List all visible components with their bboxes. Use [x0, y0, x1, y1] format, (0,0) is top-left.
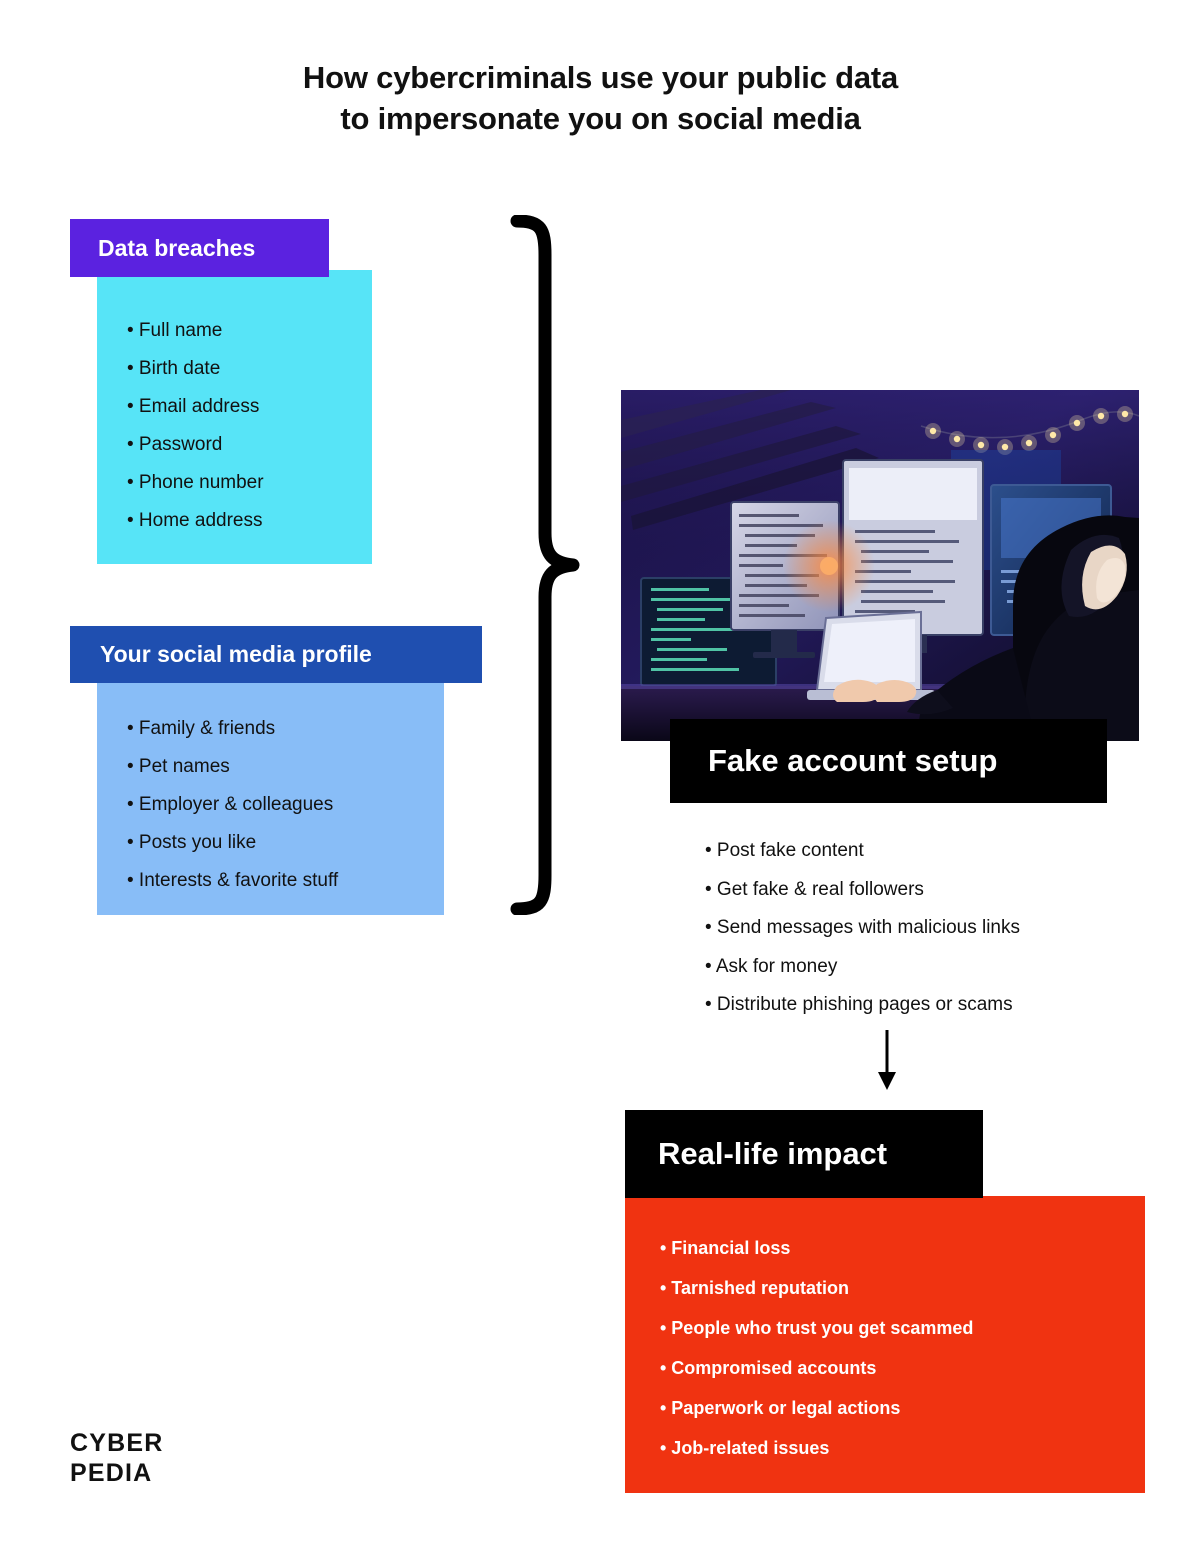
list-item: • Employer & colleagues [127, 794, 334, 815]
impact-list [660, 1228, 1130, 1468]
list-item: • Email address [127, 396, 260, 417]
fake-account-heading: Fake account setup [670, 719, 1107, 803]
list-item: • Posts you like [127, 832, 257, 853]
data-breaches-list [127, 312, 387, 540]
page-title-line-2: to impersonate you on social media [340, 100, 861, 136]
list-item: • Home address [127, 510, 263, 531]
down-arrow-icon [862, 1030, 912, 1092]
list-item: • Phone number [127, 472, 264, 493]
logo-line-2: PEDIA [70, 1459, 153, 1487]
list-item: • People who trust you get scammed [660, 1318, 974, 1338]
list-item: • Pet names [127, 756, 230, 777]
logo-line-1: CYBER [70, 1429, 164, 1457]
list-item: • Get fake & real followers [705, 878, 924, 900]
list-item: • Birth date [127, 358, 221, 379]
list-item: • Send messages with malicious links [705, 917, 1021, 938]
fake-account-list [705, 832, 1145, 1025]
list-item: • Password [127, 434, 223, 455]
list-item: • Post fake content [705, 840, 864, 861]
list-item: • Interests & favorite stuff [127, 870, 339, 891]
impact-heading: Real-life impact [625, 1110, 983, 1198]
page-title [0, 58, 1201, 140]
list-item: • Compromised accounts [660, 1358, 877, 1378]
list-item: • Financial loss [660, 1238, 791, 1258]
social-profile-heading: Your social media profile [70, 626, 482, 683]
data-breaches-heading: Data breaches [70, 219, 329, 277]
social-profile-list [127, 710, 467, 900]
list-item: • Tarnished reputation [660, 1278, 849, 1298]
list-item: • Paperwork or legal actions [660, 1398, 901, 1418]
hacker-photo [621, 390, 1139, 741]
list-item: • Ask for money [705, 955, 838, 977]
list-item: • Job-related issues [660, 1438, 830, 1458]
list-item: • Full name [127, 320, 223, 341]
list-item: • Family & friends [127, 718, 276, 739]
curly-brace-connector [505, 215, 580, 915]
page-title-line-1: How cybercriminals use your public data [302, 60, 899, 95]
cyberpedia-logo [70, 1428, 245, 1488]
list-item: • Distribute phishing pages or scams [705, 994, 1013, 1015]
